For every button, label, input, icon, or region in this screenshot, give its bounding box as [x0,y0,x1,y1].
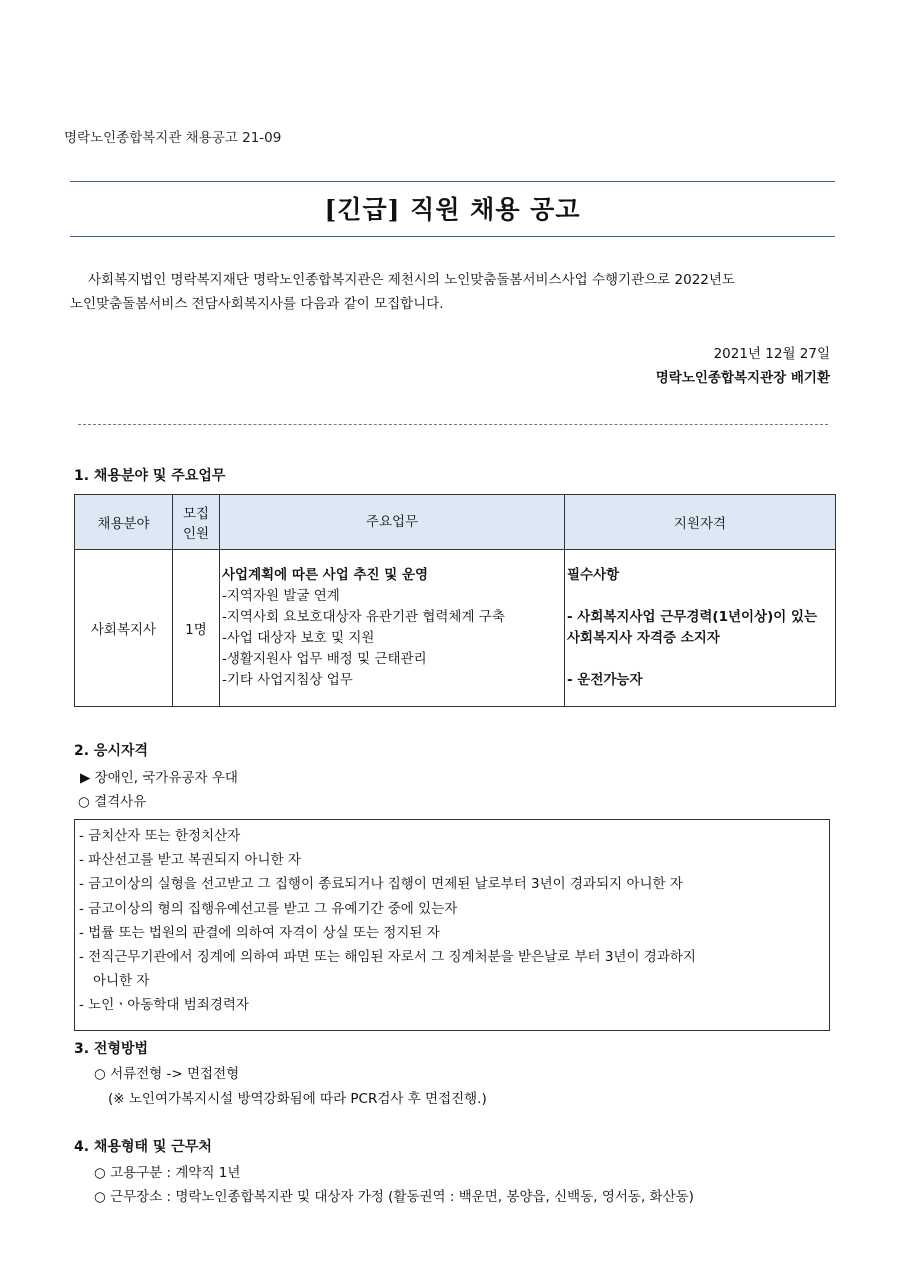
header-qualifications: 지원자격 [565,495,836,550]
announcement-date: 2021년 12월 27일 [713,346,830,362]
cell-count: 1명 [173,550,220,707]
page-title: [긴급] 직원 채용 공고 [324,195,581,224]
list-item: - 파산선고를 받고 복권되지 아니한 자 [79,852,301,869]
list-item-continuation: 아니한 자 [93,973,150,990]
employment-type: ○ 고용구분 : 계약직 1년 [94,1165,241,1181]
cell-qualifications [565,550,836,707]
header-count [173,495,220,550]
header-duties: 주요업무 [220,495,565,550]
section-2-heading: 2. 응시자격 [74,743,149,759]
qual-title: 필수사항 [567,567,620,583]
header-field: 채용분야 [75,495,173,550]
intro-line-1: 사회복지법인 명락복지재단 명락노인종합복지관은 제천시의 노인맞춤돌봄서비스사업 수행기관으로 2022년도 [88,272,735,288]
list-item: - 전직근무기관에서 징계에 의하여 파면 또는 해임된 자로서 그 징계처분을 받은날로 부터 3년이 경과하지 [79,949,696,966]
duties-title: 사업계획에 따른 사업 추진 및 운영 [222,567,429,583]
selection-note: (※ 노인여가복지시설 방역강화됨에 따라 PCR검사 후 면접진행.) [108,1091,487,1107]
header-count-line1: 모집 [182,506,210,522]
list-item: - 금고이상의 형의 집행유예선고를 받고 그 유예기간 중에 있는자 [79,900,458,917]
duty-item: -생활지원사 업무 배정 및 근태관리 [222,651,427,667]
duty-item: -사업 대상자 보호 및 지원 [222,630,375,646]
table-row [75,550,836,707]
disqualification-label: ○ 결격사유 [78,794,147,810]
section-1-heading: 1. 채용분야 및 주요업무 [74,468,226,484]
signer: 명락노인종합복지관장 배기환 [655,370,830,386]
intro-paragraph [70,268,835,316]
duty-item: -지역자원 발굴 연계 [222,588,340,604]
duty-item: -지역사회 요보호대상자 유관기관 협력체계 구축 [222,609,505,625]
cell-duties [220,550,565,707]
job-table [74,494,836,707]
section-3-heading: 3. 전형방법 [74,1041,149,1057]
qual-item: - 사회복지사업 근무경력(1년이상)이 있는 [567,609,818,625]
duty-item: -기타 사업지침상 업무 [222,672,353,688]
title-bottom-rule [70,236,835,237]
list-item: - 금치산자 또는 한정치산자 [79,828,241,844]
workplace: ○ 근무장소 : 명락노인종합복지관 및 대상자 가정 (활동권역 : 백운면, 봉양읍, 신백동, 영서동, 화산동) [94,1189,694,1205]
document-reference: 명락노인종합복지관 채용공고 21-09 [64,130,282,146]
disqualification-box [74,819,830,1031]
preference-note: ▶ 장애인, 국가유공자 우대 [80,770,238,786]
list-item: - 노인ㆍ아동학대 범죄경력자 [79,997,249,1014]
list-item: - 금고이상의 실형을 선고받고 그 집행이 종료되거나 집행이 면제된 날로부터 3년이 경과되지 아니한 자 [79,876,683,893]
selection-process: ○ 서류전형 -> 면접전형 [94,1066,240,1082]
intro-line-2: 노인맞춤돌봄서비스 전담사회복지사를 다음과 같이 모집합니다. [70,296,444,312]
section-4-heading: 4. 채용형태 및 근무처 [74,1139,212,1155]
title-top-rule [70,181,835,182]
job-table-header-row [75,495,836,550]
qual-item: 사회복지사 자격증 소지자 [567,630,720,646]
qual-item: - 운전가능자 [567,672,643,688]
dashed-divider [78,424,828,425]
cell-field: 사회복지사 [75,550,173,707]
list-item: - 법률 또는 법원의 판결에 의하여 자격이 상실 또는 정지된 자 [79,924,440,941]
header-count-line2: 인원 [182,526,210,542]
